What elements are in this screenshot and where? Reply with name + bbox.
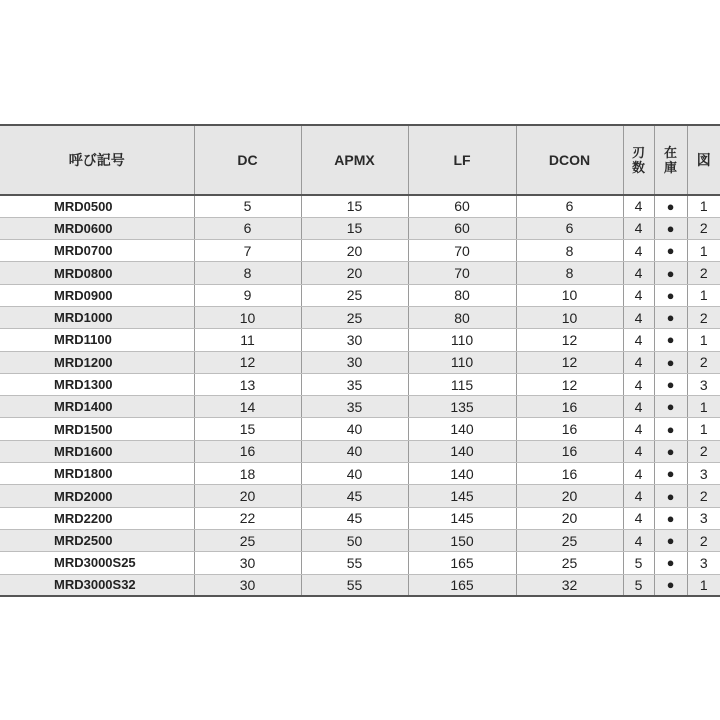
header-figure: 図 <box>687 125 720 195</box>
table-row <box>0 418 720 440</box>
cell-flutes: 4 <box>623 373 654 395</box>
cell-dcon: 20 <box>516 507 623 529</box>
cell-dc: 5 <box>194 195 301 217</box>
cell-designation: MRD1200 <box>0 351 194 373</box>
cell-designation: MRD1300 <box>0 373 194 395</box>
cell-flutes: 4 <box>623 396 654 418</box>
header-flutes-char-1: 刃 <box>631 145 645 160</box>
cell-figure: 3 <box>687 552 720 574</box>
cell-figure: 2 <box>687 485 720 507</box>
cell-stock: ● <box>654 217 687 239</box>
table-row <box>0 195 720 217</box>
cell-stock: ● <box>654 373 687 395</box>
cell-figure: 3 <box>687 507 720 529</box>
cell-figure: 2 <box>687 440 720 462</box>
cell-dc: 30 <box>194 552 301 574</box>
cell-apmx: 30 <box>301 351 408 373</box>
cell-stock: ● <box>654 507 687 529</box>
cell-designation: MRD2000 <box>0 485 194 507</box>
cell-lf: 145 <box>408 507 516 529</box>
cell-stock: ● <box>654 463 687 485</box>
cell-apmx: 15 <box>301 217 408 239</box>
cell-apmx: 45 <box>301 485 408 507</box>
table-body <box>0 195 720 596</box>
cell-dcon: 16 <box>516 418 623 440</box>
cell-dc: 12 <box>194 351 301 373</box>
header-lf: LF <box>408 125 516 195</box>
cell-lf: 110 <box>408 351 516 373</box>
cell-lf: 165 <box>408 574 516 596</box>
cell-figure: 2 <box>687 262 720 284</box>
cell-flutes: 4 <box>623 329 654 351</box>
cell-figure: 2 <box>687 351 720 373</box>
cell-figure: 1 <box>687 240 720 262</box>
cell-designation: MRD0700 <box>0 240 194 262</box>
cell-dcon: 25 <box>516 552 623 574</box>
cell-apmx: 35 <box>301 396 408 418</box>
cell-dc: 15 <box>194 418 301 440</box>
cell-dcon: 32 <box>516 574 623 596</box>
cell-figure: 3 <box>687 373 720 395</box>
table-row <box>0 552 720 574</box>
header-row <box>0 125 720 195</box>
cell-dc: 14 <box>194 396 301 418</box>
cell-dc: 7 <box>194 240 301 262</box>
cell-dcon: 10 <box>516 284 623 306</box>
cell-lf: 140 <box>408 463 516 485</box>
cell-stock: ● <box>654 240 687 262</box>
cell-flutes: 4 <box>623 262 654 284</box>
header-stock-char-1: 在 <box>663 145 677 160</box>
table-row <box>0 329 720 351</box>
cell-apmx: 40 <box>301 463 408 485</box>
cell-apmx: 35 <box>301 373 408 395</box>
cell-flutes: 4 <box>623 418 654 440</box>
header-stock-char-2: 庫 <box>663 160 677 175</box>
cell-apmx: 20 <box>301 262 408 284</box>
cell-lf: 70 <box>408 262 516 284</box>
table-row <box>0 351 720 373</box>
table-row <box>0 262 720 284</box>
cell-flutes: 4 <box>623 351 654 373</box>
cell-flutes: 4 <box>623 306 654 328</box>
cell-flutes: 4 <box>623 284 654 306</box>
cell-stock: ● <box>654 262 687 284</box>
cell-lf: 70 <box>408 240 516 262</box>
cell-designation: MRD3000S25 <box>0 552 194 574</box>
cell-stock: ● <box>654 306 687 328</box>
table-row <box>0 396 720 418</box>
cell-stock: ● <box>654 329 687 351</box>
cell-stock: ● <box>654 440 687 462</box>
header-flutes-char-2: 数 <box>631 160 645 175</box>
cell-stock: ● <box>654 284 687 306</box>
cell-apmx: 55 <box>301 552 408 574</box>
cell-designation: MRD0900 <box>0 284 194 306</box>
cell-flutes: 4 <box>623 507 654 529</box>
cell-designation: MRD1500 <box>0 418 194 440</box>
cell-flutes: 4 <box>623 440 654 462</box>
cell-dc: 20 <box>194 485 301 507</box>
cell-figure: 2 <box>687 217 720 239</box>
table-row <box>0 217 720 239</box>
cell-dcon: 6 <box>516 195 623 217</box>
cell-designation: MRD3000S32 <box>0 574 194 596</box>
table-row <box>0 529 720 551</box>
spec-table-container <box>0 124 720 597</box>
cell-flutes: 4 <box>623 195 654 217</box>
cell-figure: 1 <box>687 418 720 440</box>
cell-stock: ● <box>654 418 687 440</box>
cell-figure: 2 <box>687 529 720 551</box>
cell-stock: ● <box>654 195 687 217</box>
header-stock <box>654 125 687 195</box>
cell-figure: 1 <box>687 574 720 596</box>
cell-dcon: 12 <box>516 351 623 373</box>
cell-figure: 1 <box>687 195 720 217</box>
cell-dcon: 12 <box>516 329 623 351</box>
cell-dc: 8 <box>194 262 301 284</box>
cell-designation: MRD1800 <box>0 463 194 485</box>
cell-apmx: 30 <box>301 329 408 351</box>
cell-dcon: 25 <box>516 529 623 551</box>
cell-dc: 11 <box>194 329 301 351</box>
cell-dc: 18 <box>194 463 301 485</box>
cell-dcon: 6 <box>516 217 623 239</box>
cell-flutes: 5 <box>623 574 654 596</box>
table-row <box>0 574 720 596</box>
cell-dc: 10 <box>194 306 301 328</box>
cell-figure: 3 <box>687 463 720 485</box>
header-flutes <box>623 125 654 195</box>
cell-dcon: 12 <box>516 373 623 395</box>
header-dc: DC <box>194 125 301 195</box>
cell-dc: 25 <box>194 529 301 551</box>
cell-designation: MRD2500 <box>0 529 194 551</box>
cell-lf: 60 <box>408 217 516 239</box>
cell-flutes: 4 <box>623 463 654 485</box>
cell-lf: 145 <box>408 485 516 507</box>
cell-dcon: 20 <box>516 485 623 507</box>
cell-apmx: 25 <box>301 306 408 328</box>
table-row <box>0 240 720 262</box>
cell-designation: MRD1400 <box>0 396 194 418</box>
header-designation: 呼び記号 <box>0 125 194 195</box>
cell-designation: MRD0800 <box>0 262 194 284</box>
cell-dc: 9 <box>194 284 301 306</box>
cell-apmx: 55 <box>301 574 408 596</box>
cell-stock: ● <box>654 552 687 574</box>
cell-flutes: 4 <box>623 485 654 507</box>
cell-apmx: 40 <box>301 418 408 440</box>
cell-flutes: 4 <box>623 240 654 262</box>
cell-stock: ● <box>654 485 687 507</box>
cell-lf: 140 <box>408 440 516 462</box>
cell-designation: MRD2200 <box>0 507 194 529</box>
cell-stock: ● <box>654 529 687 551</box>
table-row <box>0 373 720 395</box>
cell-dc: 13 <box>194 373 301 395</box>
cell-dcon: 8 <box>516 262 623 284</box>
cell-designation: MRD1000 <box>0 306 194 328</box>
cell-lf: 80 <box>408 306 516 328</box>
cell-figure: 1 <box>687 396 720 418</box>
cell-lf: 115 <box>408 373 516 395</box>
cell-dc: 16 <box>194 440 301 462</box>
cell-figure: 1 <box>687 329 720 351</box>
cell-dc: 6 <box>194 217 301 239</box>
cell-designation: MRD0500 <box>0 195 194 217</box>
header-apmx: APMX <box>301 125 408 195</box>
cell-apmx: 45 <box>301 507 408 529</box>
cell-dc: 30 <box>194 574 301 596</box>
cell-stock: ● <box>654 351 687 373</box>
cell-lf: 135 <box>408 396 516 418</box>
cell-figure: 1 <box>687 284 720 306</box>
cell-dcon: 10 <box>516 306 623 328</box>
cell-apmx: 25 <box>301 284 408 306</box>
cell-lf: 110 <box>408 329 516 351</box>
table-row <box>0 507 720 529</box>
cell-lf: 165 <box>408 552 516 574</box>
cell-flutes: 5 <box>623 552 654 574</box>
cell-lf: 60 <box>408 195 516 217</box>
cell-dc: 22 <box>194 507 301 529</box>
cell-apmx: 40 <box>301 440 408 462</box>
cell-dcon: 16 <box>516 463 623 485</box>
cell-flutes: 4 <box>623 217 654 239</box>
table-row <box>0 485 720 507</box>
cell-lf: 140 <box>408 418 516 440</box>
table-row <box>0 284 720 306</box>
spec-table <box>0 124 720 597</box>
cell-apmx: 20 <box>301 240 408 262</box>
cell-apmx: 15 <box>301 195 408 217</box>
cell-stock: ● <box>654 396 687 418</box>
cell-designation: MRD1100 <box>0 329 194 351</box>
table-row <box>0 463 720 485</box>
header-dcon: DCON <box>516 125 623 195</box>
cell-flutes: 4 <box>623 529 654 551</box>
cell-figure: 2 <box>687 306 720 328</box>
cell-apmx: 50 <box>301 529 408 551</box>
cell-designation: MRD1600 <box>0 440 194 462</box>
cell-lf: 150 <box>408 529 516 551</box>
cell-lf: 80 <box>408 284 516 306</box>
cell-dcon: 16 <box>516 440 623 462</box>
table-row <box>0 440 720 462</box>
cell-dcon: 16 <box>516 396 623 418</box>
cell-stock: ● <box>654 574 687 596</box>
cell-dcon: 8 <box>516 240 623 262</box>
cell-designation: MRD0600 <box>0 217 194 239</box>
table-row <box>0 306 720 328</box>
